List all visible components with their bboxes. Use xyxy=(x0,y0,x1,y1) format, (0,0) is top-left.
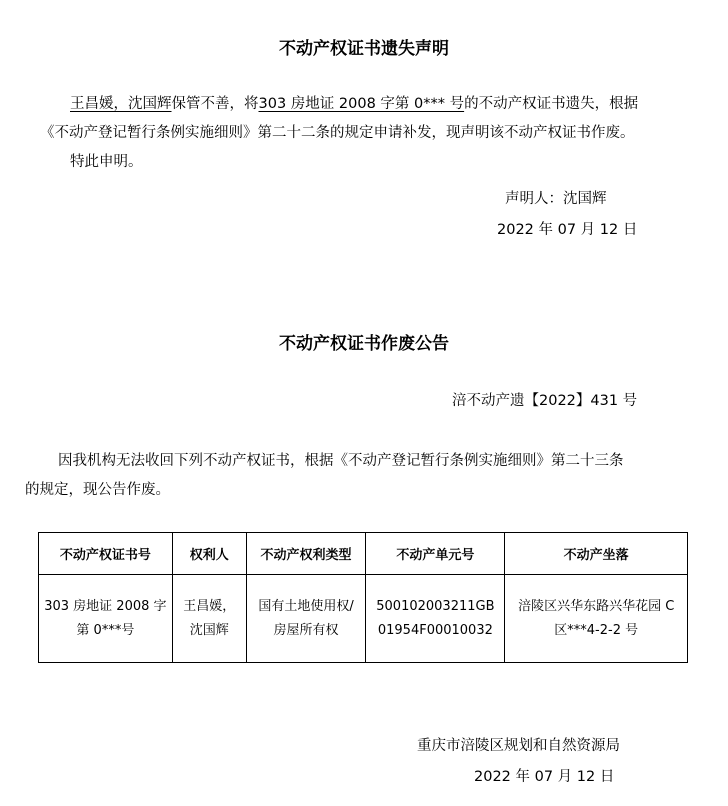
certificate-table xyxy=(38,532,688,663)
cell-holder-line1: 王昌媛， xyxy=(183,598,236,614)
table-header-row xyxy=(39,533,688,575)
cell-unit-no xyxy=(366,575,505,663)
header-cert-no: 不动产权证书号 xyxy=(39,533,173,575)
cell-right-type-line1: 国有土地使用权/ xyxy=(258,598,354,614)
statement-date: 2022 年 07 月 12 日 xyxy=(497,222,638,238)
cell-location xyxy=(505,575,688,663)
announcement-issuer: 重庆市涪陵区规划和自然资源局 xyxy=(417,738,620,754)
header-holder: 权利人 xyxy=(172,533,246,575)
cell-location-line2: 区***4-2-2 号 xyxy=(554,622,639,638)
statement-body xyxy=(40,90,698,177)
cell-cert-no-line2: 第 0***号 xyxy=(76,622,135,638)
cell-unit-no-line2: 01954F00010032 xyxy=(377,622,493,638)
statement-text1: 保管不善，将 xyxy=(171,96,259,112)
header-unit-no: 不动产单元号 xyxy=(366,533,505,575)
statement-note: 特此申明。 xyxy=(70,154,143,170)
statement-declarant: 声明人：沈国辉 xyxy=(505,191,607,207)
statement-title: 不动产权证书遗失声明 xyxy=(279,39,449,59)
announcement-body-line1: 因我机构无法收回下列不动产权证书，根据《不动产登记暂行条例实施细则》第二十三条 xyxy=(58,453,624,469)
statement-text3: 《不动产登记暂行条例实施细则》第二十二条的规定申请补发，现声明该不动产权证书作废。 xyxy=(40,125,635,141)
header-right-type: 不动产权利类型 xyxy=(246,533,366,575)
statement-text2: 的不动产权证书遗失，根据 xyxy=(464,96,639,112)
cell-holder xyxy=(172,575,246,663)
statement-owners: 王昌媛，沈国辉 xyxy=(70,96,172,112)
announcement-title: 不动产权证书作废公告 xyxy=(279,334,449,354)
cell-unit-no-line1: 500102003211GB xyxy=(376,598,495,614)
announcement-doc-no: 涪不动产遗【2022】431 号 xyxy=(452,393,638,409)
announcement-body-line2: 的规定，现公告作废。 xyxy=(25,482,170,498)
cell-right-type xyxy=(246,575,366,663)
cell-holder-line2: 沈国辉 xyxy=(189,622,229,638)
cell-cert-no xyxy=(39,575,173,663)
table-row xyxy=(39,575,688,663)
cell-cert-no-line1: 303 房地证 2008 字 xyxy=(44,598,167,614)
announcement-date: 2022 年 07 月 12 日 xyxy=(474,769,615,785)
statement-cert-no: 303 房地证 2008 字第 0*** 号 xyxy=(258,96,465,112)
announcement-body xyxy=(25,447,715,505)
cell-location-line1: 涪陵区兴华东路兴华花园 C xyxy=(518,598,675,614)
cell-right-type-line2: 房屋所有权 xyxy=(273,622,339,638)
header-location: 不动产坐落 xyxy=(505,533,688,575)
